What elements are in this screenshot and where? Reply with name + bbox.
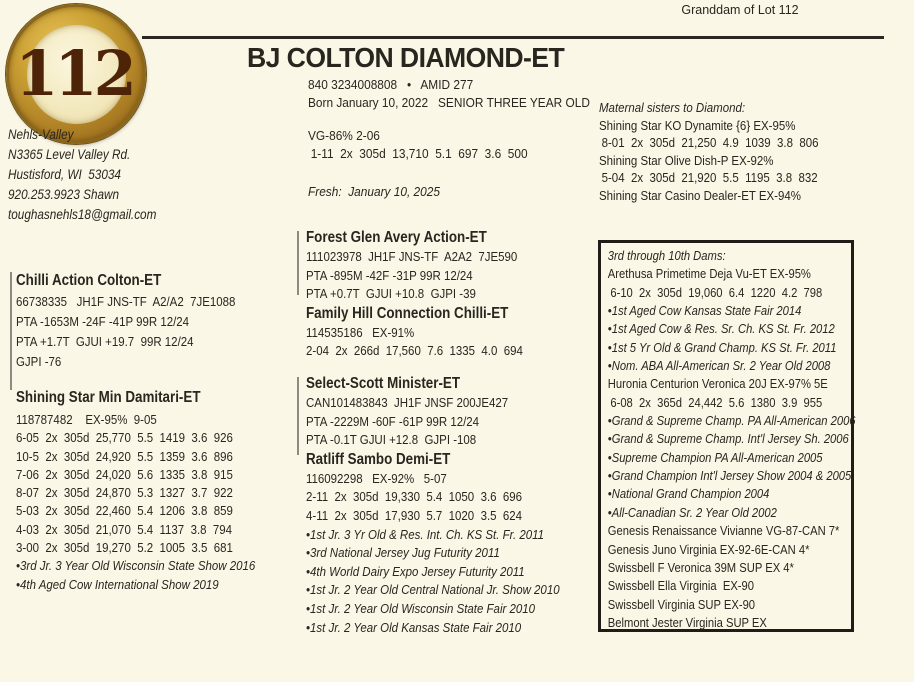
lactation-line: 1-11 2x 305d 13,710 5.1 697 3.6 500 [310,146,528,161]
granddam-note: Granddam of Lot 112 [681,3,799,17]
maternal-sisters-list [599,117,818,205]
pedigree-line: Ratliff Sambo Demi-ET [306,450,451,468]
pedigree-line: •1st Jr. 2 Year Old Central National Jr. Show 2010 [306,582,560,598]
consignor-line: toughasnehls18@gmail.com [8,207,157,222]
lot-badge-face [15,25,133,124]
pedigree-line: Shining Star Min Damitari-ET [16,389,201,406]
fresh-line: Fresh: January 10, 2025 [308,184,440,199]
dam-history-line: •National Grand Champion 2004 [607,486,770,502]
pedigree-line: •3rd Jr. 3 Year Old Wisconsin State Show 2016 [16,558,256,574]
dam-history-line: •Nom. ABA All-American Sr. 2 Year Old 2008 [607,358,831,374]
further-dams-heading: 3rd through 10th Dams: [607,248,726,263]
dam-history-line: Belmont Jester Virginia SUP EX [607,614,767,630]
pedigree-line: 6-05 2x 305d 25,770 5.5 1419 3.6 926 [16,430,233,446]
pedigree-line: PTA +0.7T GJUI +10.8 GJPI -39 [306,286,476,302]
pedigree-line: 4-03 2x 305d 21,070 5.4 1137 3.8 794 [16,521,233,537]
dam-history-line: Swissbell Virginia SUP EX-90 [607,596,756,612]
lot-number: 112 [15,37,133,110]
paternal-grandparents-block [306,228,523,361]
pedigree-line: 111023978 JH1F JNS-TF A2A2 7JE590 [306,249,518,264]
pedigree-line: 2-11 2x 305d 19,330 5.4 1050 3.6 696 [306,489,523,505]
maternal-sisters-heading: Maternal sisters to Diamond: [599,100,746,115]
pedigree-line: •1st Jr. 2 Year Old Kansas State Fair 2010 [306,619,522,635]
pedigree-line: Forest Glen Avery Action-ET [306,229,487,246]
pedigree-line: 3-00 2x 305d 19,270 5.2 1005 3.5 681 [16,540,233,556]
sister-line: 5-04 2x 305d 21,920 5.5 1195 3.8 832 [601,170,818,186]
dam-history-line: 6-08 2x 365d 24,442 5.6 1380 3.9 955 [610,394,823,410]
maternal-grandparents-block [306,374,560,637]
pedigree-line: PTA -1653M -24F -41P 99R 12/24 [16,314,190,329]
consignor-line: Nehls-Valley [8,127,74,142]
score-line: VG-86% 2-06 [308,128,380,143]
maternal-sisters-block [599,99,818,205]
dam-history-line: Arethusa Primetime Deja Vu-ET EX-95% [607,266,811,282]
pedigree-line: 5-03 2x 305d 22,460 5.4 1206 3.8 859 [16,503,233,519]
pedigree-line: 10-5 2x 305d 24,920 5.5 1359 3.6 896 [16,448,233,464]
pedigree-line: Family Hill Connection Chilli-ET [306,304,509,322]
dam-history-line: Genesis Juno Virginia EX-92-6E-CAN 4* [607,541,810,557]
pedigree-line: Select-Scott Minister-ET [306,375,461,392]
pedigree-line: 2-04 2x 266d 17,560 7.6 1335 4.0 694 [306,343,523,359]
sister-line: Shining Star Casino Dealer-ET EX-94% [599,187,801,203]
animal-info-block [308,76,590,201]
dam-history-line: •Grand & Supreme Champ. Int'l Jersey Sh. 2006 [607,431,849,447]
header-rule [142,36,884,39]
sister-line: 8-01 2x 305d 21,250 4.9 1039 3.8 806 [601,135,819,151]
pedigree-line: PTA +1.7T GJUI +19.7 99R 12/24 [16,334,194,349]
further-dams-list [608,265,855,632]
pedigree-line: 116092298 EX-92% 5-07 [306,470,447,486]
lot-number-badge [6,4,146,144]
pedigree-line: •1st Jr. 2 Year Old Wisconsin State Fair 2010 [306,600,536,616]
pedigree-bracket-left [10,272,12,390]
dam-history-line: •Grand Champion Int'l Jersey Show 2004 & 2005 [607,468,852,484]
consignor-line: N3365 Level Valley Rd. [8,147,131,162]
further-dams-box [598,240,854,632]
dam-history-line: •1st Aged Cow Kansas State Fair 2014 [607,303,802,319]
pedigree-bracket-mid-top [297,231,299,295]
pedigree-line: PTA -0.1T GJUI +12.8 GJPI -108 [306,432,477,448]
sister-line: Shining Star KO Dynamite {6} EX-95% [599,117,796,133]
dam-history-line: 6-10 2x 305d 19,060 6.4 1220 4.2 798 [610,284,823,300]
consignor-block [8,125,156,225]
pedigree-line: 4-11 2x 305d 17,930 5.7 1020 3.5 624 [306,507,523,523]
pedigree-line: •3rd National Jersey Jug Futurity 2011 [306,545,500,561]
further-dams-content [601,243,854,632]
pedigree-line: 7-06 2x 305d 24,020 5.6 1335 3.8 915 [16,466,233,482]
dam-history-line: Swissbell F Veronica 39M SUP EX 4* [607,559,794,575]
dam-history-line: •All-Canadian Sr. 2 Year Old 2002 [607,504,777,520]
animal-name-title: BJ COLTON DIAMOND-ET [247,42,565,73]
pedigree-line: •4th World Dairy Expo Jersey Futurity 2011 [306,563,525,579]
pedigree-line: Chilli Action Colton-ET [16,272,162,289]
pedigree-line: 66738335 JH1F JNS-TF A2/A2 7JE1088 [16,294,236,309]
consignor-line: Hustisford, WI 53034 [8,167,121,182]
pedigree-line: •4th Aged Cow International Show 2019 [16,576,219,592]
dam-history-line: •1st 5 Yr Old & Grand Champ. KS St. Fr. 2011 [607,339,837,355]
pedigree-line: PTA -895M -42F -31P 99R 12/24 [306,267,473,283]
pedigree-line: CAN101483843 JH1F JNSF 200JE427 [306,395,509,410]
sister-line: Shining Star Olive Dish-P EX-92% [599,152,774,168]
pedigree-line: •1st Jr. 3 Yr Old & Res. Int. Ch. KS St. Fr. 2011 [306,526,545,542]
dam-block [16,385,255,594]
pedigree-line: 114535186 EX-91% [306,324,415,340]
pedigree-bracket-mid-bottom [297,377,299,455]
pedigree-line: 118787482 EX-95% 9-05 [16,412,157,427]
consignor-line: 920.253.9923 Shawn [8,187,120,202]
pedigree-line: 8-07 2x 305d 24,870 5.3 1327 3.7 922 [16,485,233,501]
dam-history-line: •Supreme Champion PA All-American 2005 [607,449,823,465]
registration-line: 840 3234008808 • AMID 277 [308,77,474,92]
dam-history-line: Swissbell Ella Virginia EX-90 [607,578,755,594]
dam-history-line: •1st Aged Cow & Res. Sr. Ch. KS St. Fr. 2012 [607,321,835,337]
dam-history-line: Huronia Centurion Veronica 20J EX-97% 5E [607,376,828,392]
dam-history-line: •Grand & Supreme Champ. PA All-American 2006 [607,413,856,429]
pedigree-line: GJPI -76 [16,354,62,369]
sire-block [16,270,235,372]
pedigree-line: PTA -2229M -60F -61P 99R 12/24 [306,413,480,429]
born-line: Born January 10, 2022 SENIOR THREE YEAR OLD [308,95,590,110]
dam-history-line: Genesis Renaissance Vivianne VG-87-CAN 7* [607,523,840,539]
